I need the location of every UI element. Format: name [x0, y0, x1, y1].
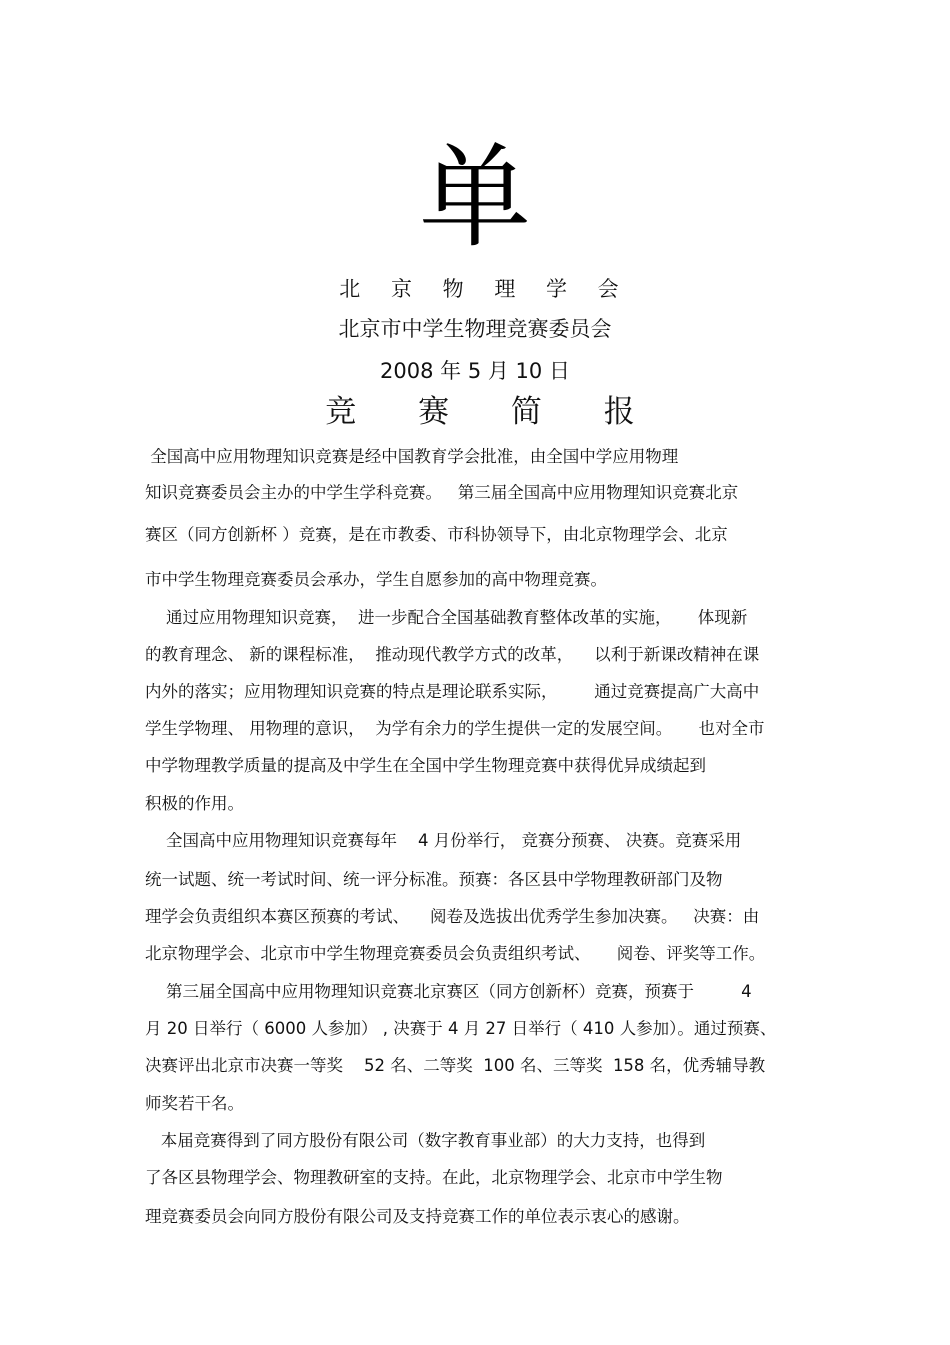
- body-line: 内外的落实；应用物理知识竞赛的特点是理论联系实际， 通过竞赛提高广大高中: [145, 682, 760, 701]
- body-line: 知识竞赛委员会主办的中学生学科竞赛。 第三届全国高中应用物理知识竞赛北京: [145, 483, 739, 502]
- document-title: 竞 赛 简 报: [325, 394, 661, 430]
- body-line: 本届竞赛得到了同方股份有限公司（数字教育事业部）的大力支持，也得到: [145, 1131, 706, 1150]
- body-line: 市中学生物理竞赛委员会承办，学生自愿参加的高中物理竞赛。: [145, 570, 607, 589]
- body-line: 师奖若干名。: [145, 1094, 244, 1113]
- body-line: 通过应用物理知识竞赛， 进一步配合全国基础教育整体改革的实施， 体现新: [145, 608, 748, 627]
- body-line: 全国高中应用物理知识竞赛是经中国教育学会批准，由全国中学应用物理: [145, 447, 679, 466]
- body-line: 北京物理学会、北京市中学生物理竞赛委员会负责组织考试、 阅卷、评奖等工作。: [145, 944, 766, 963]
- body-line: 统一试题、统一考试时间、统一评分标准。预赛：各区县中学物理教研部门及物: [145, 870, 723, 889]
- body-line: 全国高中应用物理知识竞赛每年 4 月份举行， 竞赛分预赛、 决赛。竞赛采用: [145, 831, 742, 850]
- body-line: 月 20 日举行（ 6000 人参加） , 决赛于 4 月 27 日举行（ 410 人参加）。通过预赛、: [145, 1019, 777, 1038]
- organization-name-1: 北 京 物 理 学 会: [339, 277, 631, 301]
- document-date: 2008 年 5 月 10 日: [380, 359, 570, 383]
- large-header-character: 单: [419, 133, 531, 263]
- body-line: 了各区县物理学会、物理教研室的支持。在此，北京物理学会、北京市中学生物: [145, 1168, 723, 1187]
- body-line: 理竞赛委员会向同方股份有限公司及支持竞赛工作的单位表示衷心的感谢。: [145, 1207, 690, 1226]
- body-line: 中学物理教学质量的提高及中学生在全国中学生物理竞赛中获得优异成绩起到: [145, 756, 706, 775]
- body-line: 决赛评出北京市决赛一等奖 52 名、二等奖 100 名、三等奖 158 名，优秀辅导教: [145, 1056, 766, 1075]
- body-line: 积极的作用。: [145, 794, 244, 813]
- body-line: 学生学物理、 用物理的意识， 为学有余力的学生提供一定的发展空间。 也对全市: [145, 719, 765, 738]
- body-line: 赛区（同方创新杯 ）竞赛，是在市教委、市科协领导下，由北京物理学会、北京: [145, 525, 728, 544]
- body-line: 的教育理念、 新的课程标准， 推动现代教学方式的改革， 以利于新课改精神在课: [145, 645, 760, 664]
- organization-name-2: 北京市中学生物理竞赛委员会: [338, 317, 612, 341]
- body-line: 第三届全国高中应用物理知识竞赛北京赛区（同方创新杯）竞赛，预赛于 4: [145, 982, 752, 1001]
- body-line: 理学会负责组织本赛区预赛的考试、 阅卷及选拔出优秀学生参加决赛。 决赛：由: [145, 907, 760, 926]
